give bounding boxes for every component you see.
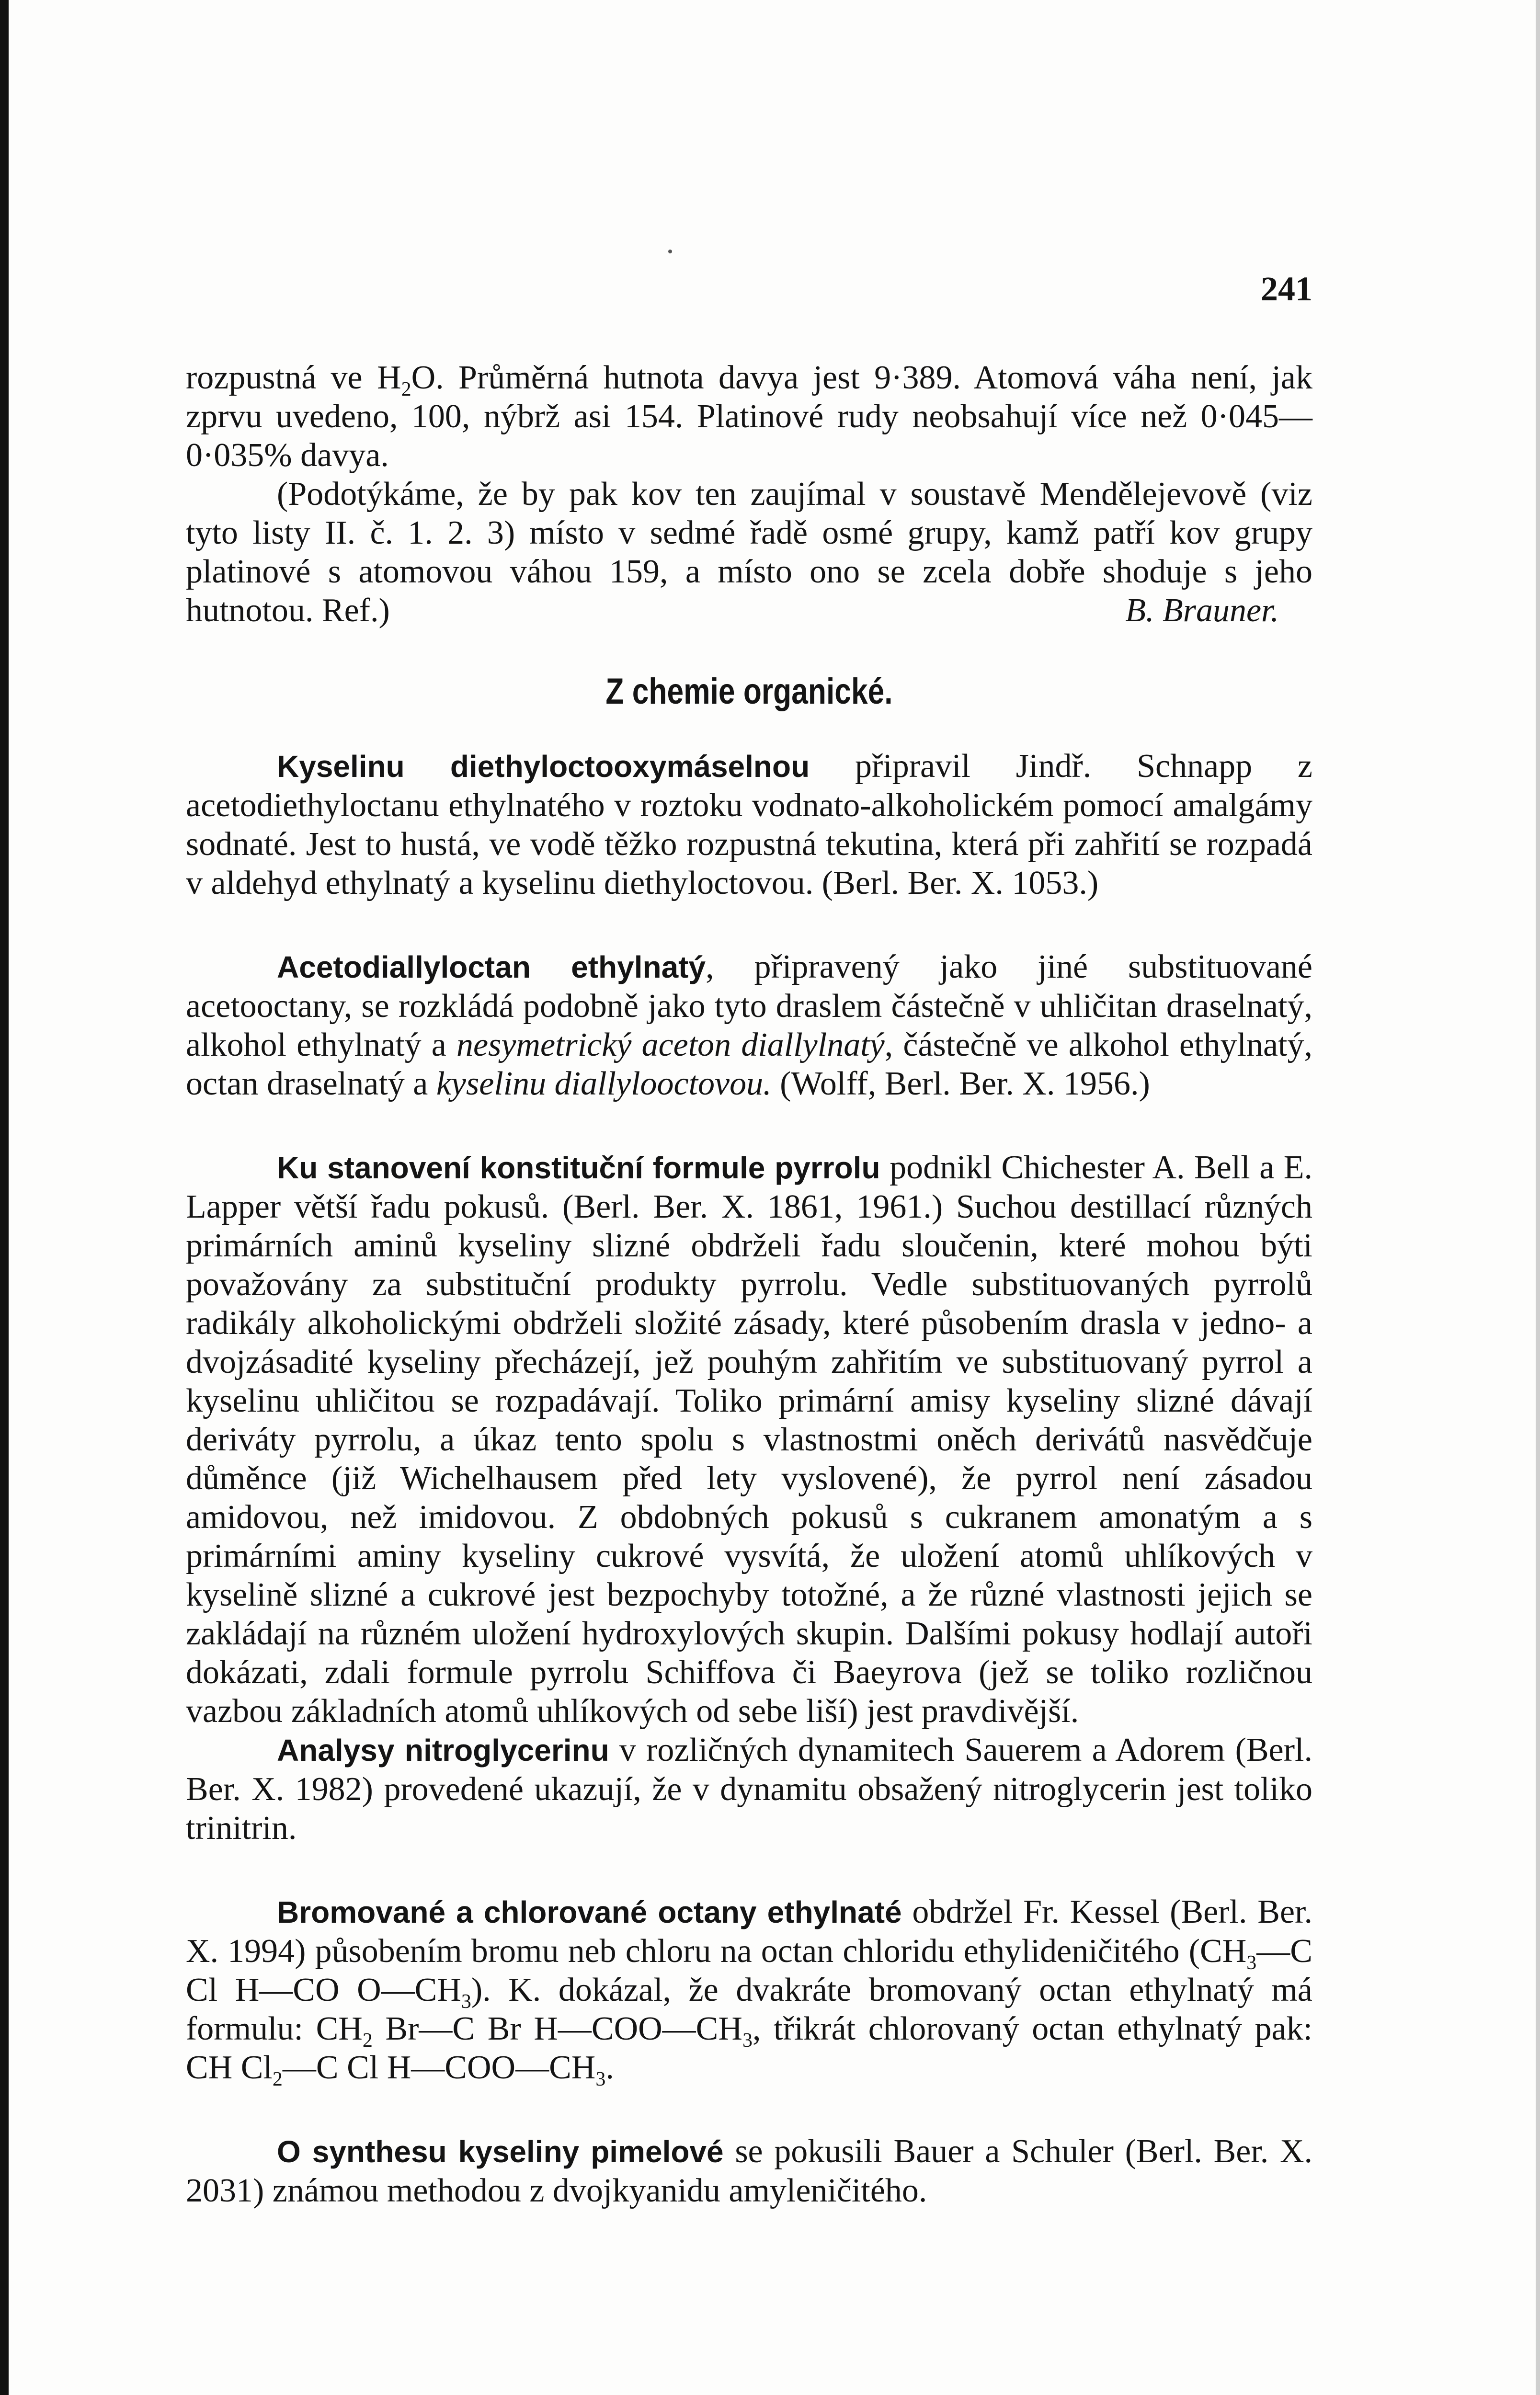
article-body: .: [605, 2049, 614, 2086]
subscript: 3: [595, 2068, 606, 2090]
article-body: (Wolff, Berl. Ber. X. 1956.): [771, 1065, 1150, 1102]
article-body: —C Cl H—COO—CH: [282, 2049, 596, 2086]
subscript: 3: [742, 2030, 753, 2052]
article-pyrrol: [186, 1148, 1312, 1731]
intro-note: (Podotýkáme, že by pak kov ten zaujímal v soustavě Mendělejevově (viz tyto listy II. č. 1. 2. 3) místo v sedmé řadě osmé grupy, kamž patří kov grupy platinové s atomovou váhou 159, a místo ono se zcela dobře shoduje s jeho hutnotou. Ref.): [186, 476, 1312, 629]
author-signature: B. Brauner.: [1125, 592, 1279, 629]
article-lead: O synthesu kyseliny pimelové: [277, 2134, 724, 2169]
italic-term: kyselinu diallylooctovou.: [436, 1065, 772, 1102]
subscript: 3: [461, 1991, 471, 2013]
article-nitroglycerin: [186, 1731, 1312, 1848]
article-lead: Acetodiallyloctan ethylnatý: [277, 950, 706, 984]
article-octany-ethylnate: [186, 1893, 1312, 2090]
article-diethyloctooxymaselna: [186, 747, 1312, 902]
subscript: 2: [362, 2030, 373, 2052]
article-lead: Kyselinu diethyloctooxymáselnou: [277, 749, 810, 784]
page-binding-edge: [0, 0, 9, 2395]
article-lead: Analysy nitroglycerinu: [277, 1733, 609, 1768]
page-right-edge: [1536, 0, 1540, 2395]
article-body: Br—C Br H—COO—CH: [372, 2010, 742, 2047]
intro-text: O. Průměrná hutnota davya jest 9·389. Atomová váha není, jak zprvu uvedeno, 100, nýbrž asi 154. Platinové rudy neobsahují více než 0·045—0·035% davya.: [186, 359, 1312, 474]
intro-paragraph-1: [186, 358, 1312, 475]
article-body: obdržel Fr. Kessel (Berl. Ber. X. 1994) působením bromu neb chloru na octan chloridu ethylideničitého (CH: [186, 1893, 1312, 1970]
ink-speck: [668, 250, 672, 253]
article-lead: Ku stanovení konstituční formule pyrrolu: [277, 1151, 880, 1185]
subscript: 2: [401, 378, 411, 400]
article-body: , třikrát chlorovaný octan ethylnatý pak: CH Cl: [186, 2010, 1312, 2086]
article-body: v rozličných dynamitech Sauerem a Adorem (Berl. Ber. X. 1982) provedené ukazují, že v dynamitu obsažený nitroglycerin jest toliko trinitrin.: [186, 1732, 1312, 1847]
article-body: , částečně ve alkohol ethylnatý, octan draselnatý a: [186, 1026, 1312, 1102]
article-body: připravil Jindř. Schnapp z acetodiethyloctanu ethylnatého v roztoku vodnato-alkoholickém pomocí amalgámy sodnaté. Jest to hustá, ve vodě těžko rozpustná tekutina, která při zahřití se rozpadá v aldehyd ethylnatý a kyselinu diethyloctovou. (Berl. Ber. X. 1053.): [186, 748, 1312, 901]
article-body: ). K. dokázal, že dvakráte bromovaný octan ethylnatý má formulu: CH: [186, 1972, 1312, 2047]
article-body: se pokusili Bauer a Schuler (Berl. Ber. X. 2031) známou methodou z dvojkyanidu amyleničitého.: [186, 2133, 1312, 2209]
intro-text: rozpustná ve H: [186, 359, 401, 396]
article-lead: Bromované a chlorované octany ethylnaté: [277, 1895, 902, 1929]
section-heading: Z chemie organické.: [605, 671, 893, 712]
article-body: —C Cl H—CO O—CH: [186, 1933, 1312, 2008]
subscript: 3: [1246, 1952, 1257, 1974]
text-column: [186, 268, 1312, 2210]
article-body: podnikl Chichester A. Bell a E. Lapper větší řadu pokusů. (Berl. Ber. X. 1861, 1961.) Suchou destillací různých primárních aminů kyseliny slizné obdrželi řadu sloučenin, které mohou býti považovány za substituční produkty pyrrolu. Vedle substituovaných pyrrolů radikály alkoholickými obdrželi složité zásady, které působením drasla v jedno- a dvojzásadité kyseliny přecházejí, jež pouhým zahřitím ve substituovaný pyrrol a kyselinu uhličitou se rozpadávají. Toliko primární amisy kyseliny slizné dávají deriváty pyrrolu, a úkaz tento spolu s vlastnostmi oněch derivátů nasvědčuje důměnce (již Wichelhausem před lety vyslovené), že pyrrol není zásadou amidovou, než imidovou. Z obdobných pokusů s cukranem amonatým a s primárními aminy kyseliny cukrové vysvítá, že uložení atomů uhlíkových v kyselině slizné a cukrové jest bezpochyby totožné, a že různé vlastnosti jejich se zakládají na různém uložení hydroxylových skupin. Dalšími pokusy hodlají autoři dokázati, zdali formule pyrrolu Schiffova či Baeyrova (jež se toliko rozličnou vazbou základních atomů uhlíkových od sebe liší) jest pravdivější.: [186, 1149, 1313, 1730]
article-acetodiallyloctan: [186, 947, 1312, 1103]
italic-term: nesymetrický aceton diallylnatý: [456, 1026, 885, 1063]
article-pimelova: [186, 2132, 1312, 2210]
article-body: , připravený jako jiné substituované acetooctany, se rozkládá podobně jako tyto draslem částečně v uhličitan draselnatý, alkohol ethylnatý a: [186, 948, 1312, 1063]
subscript: 2: [272, 2068, 283, 2090]
intro-paragraph-2: [186, 475, 1312, 630]
page-number: 241: [1261, 270, 1312, 308]
